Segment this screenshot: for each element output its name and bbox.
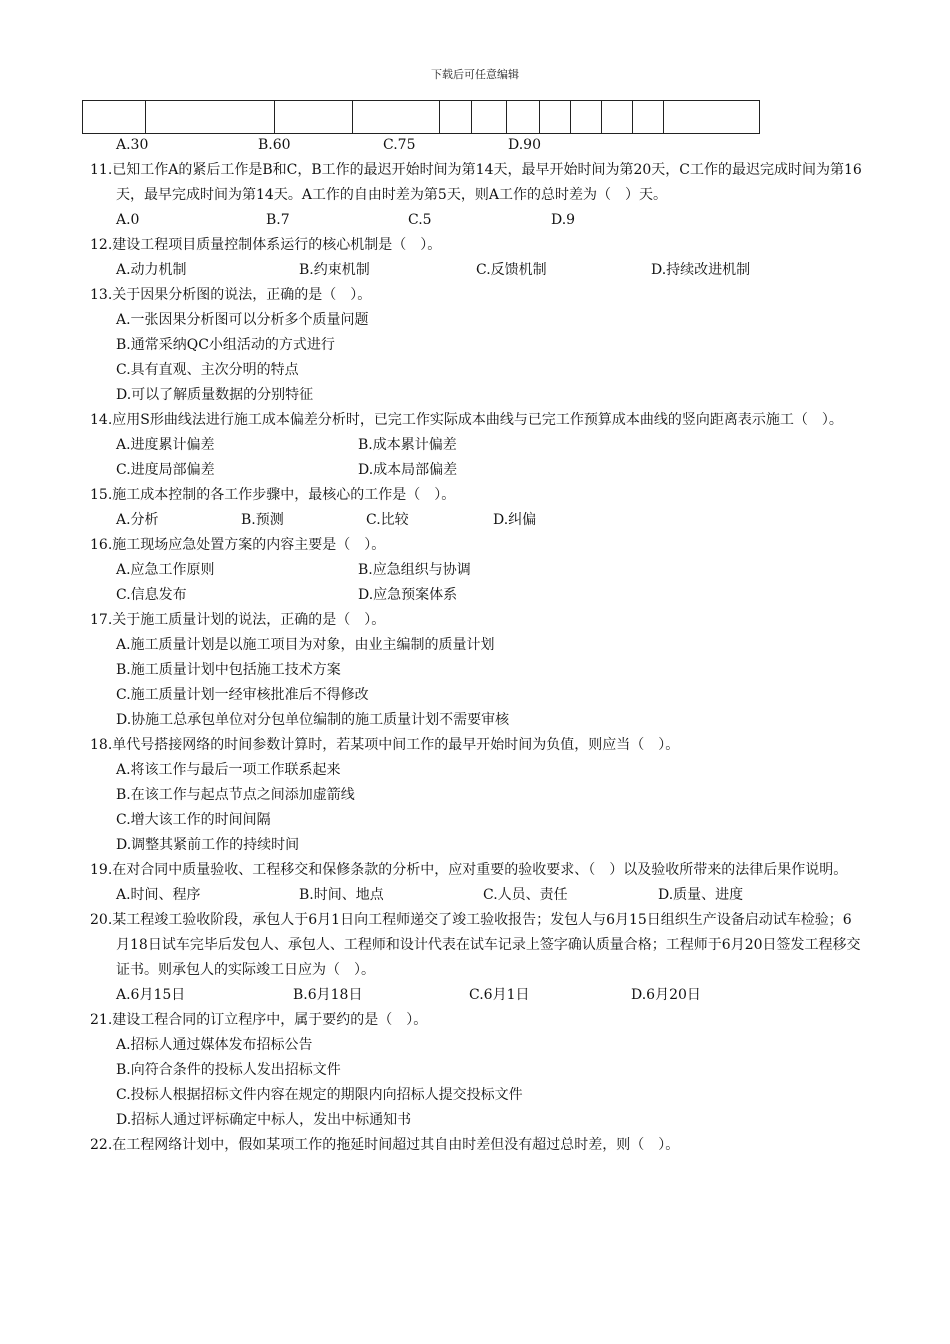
option: A.分析	[116, 512, 159, 528]
options-row	[90, 983, 865, 1008]
option: C.比较	[366, 512, 409, 528]
option	[90, 658, 865, 683]
option	[90, 1058, 865, 1083]
question-stem: 16.施工现场应急处置方案的内容主要是（ ）。	[90, 537, 386, 553]
options-row	[90, 208, 865, 233]
option: B.7	[266, 212, 290, 228]
option: B.时间、地点	[299, 887, 384, 903]
option	[90, 1108, 865, 1133]
question-stem: 13.关于因果分析图的说法，正确的是（ ）。	[90, 287, 372, 303]
option-text: B.通常采纳QC小组活动的方式进行	[116, 337, 335, 353]
option	[90, 833, 865, 858]
option	[90, 383, 865, 408]
option: C.反馈机制	[476, 262, 547, 278]
option-text: C.投标人根据招标文件内容在规定的期限内向招标人提交投标文件	[116, 1087, 523, 1103]
question-stem: 11.已知工作A的紧后工作是B和C，B工作的最迟开始时间为第14天，最早开始时间为第20天，C工作的最迟完成时间为第16天，最早完成时间为第14天。A工作的自由时差为第5天，则A工作的总时差为（ ）天。	[90, 162, 862, 203]
option: B.成本累计偏差	[358, 437, 457, 453]
grid-cell	[571, 101, 602, 134]
option: A.6月15日	[116, 987, 186, 1003]
options-row	[90, 258, 865, 283]
grid-cell	[633, 101, 664, 134]
grid-cell	[275, 101, 353, 134]
option: C.75	[383, 137, 416, 153]
option: D.应急预案体系	[358, 587, 458, 603]
grid-cell	[472, 101, 507, 134]
option: B.应急组织与协调	[358, 562, 471, 578]
grid-cell	[664, 101, 760, 134]
option-text: C.增大该工作的时间间隔	[116, 812, 271, 828]
grid-cell	[602, 101, 633, 134]
option: A.时间、程序	[116, 887, 201, 903]
question-stem: 21.建设工程合同的订立程序中，属于要约的是（ ）。	[90, 1012, 428, 1028]
grid-cell	[353, 101, 440, 134]
option: C.6月1日	[469, 987, 530, 1003]
options-row	[90, 508, 865, 533]
options-row	[90, 133, 865, 158]
answer-grid-table	[82, 100, 760, 134]
option: A.30	[116, 137, 149, 153]
question-stem: 22.在工程网络计划中，假如某项工作的拖延时间超过其自由时差但没有超过总时差，则（ ）。	[90, 1137, 680, 1153]
option-text: B.向符合条件的投标人发出招标文件	[116, 1062, 341, 1078]
option	[90, 333, 865, 358]
option: D.成本局部偏差	[358, 462, 458, 478]
option-text: A.将该工作与最后一项工作联系起来	[116, 762, 341, 778]
option: D.9	[551, 212, 576, 228]
options-row	[90, 883, 865, 908]
options-row	[90, 558, 865, 583]
option: D.6月20日	[631, 987, 701, 1003]
option: B.预测	[241, 512, 284, 528]
question-stem: 17.关于施工质量计划的说法，正确的是（ ）。	[90, 612, 386, 628]
option: B.6月18日	[293, 987, 363, 1003]
option-text: C.施工质量计划一经审核批准后不得修改	[116, 687, 369, 703]
option: C.5	[408, 212, 432, 228]
option-text: D.协施工总承包单位对分包单位编制的施工质量计划不需要审核	[116, 712, 510, 728]
option-text: A.一张因果分析图可以分析多个质量问题	[116, 312, 369, 328]
option-text: B.在该工作与起点节点之间添加虚箭线	[116, 787, 355, 803]
grid-cell	[440, 101, 472, 134]
question-stem: 18.单代号搭接网络的时间参数计算时，若某项中间工作的最早开始时间为负值，则应当（ ）。	[90, 737, 680, 753]
option-text: B.施工质量计划中包括施工技术方案	[116, 662, 341, 678]
option: C.信息发布	[116, 587, 187, 603]
question-stem: 20.某工程竣工验收阶段，承包人于6月1日向工程师递交了竣工验收报告；发包人与6月15日组织生产设备启动试车检验；6月18日试车完毕后发包人、承包人、工程师和设计代表在试车记录上签字确认质量合格；工程师于6月20日签发工程移交证书。则承包人的实际竣工日应为（ ）。	[90, 912, 861, 978]
option: A.动力机制	[116, 262, 187, 278]
option: A.应急工作原则	[116, 562, 215, 578]
options-row	[90, 433, 865, 458]
page-header: 下载后可任意编辑	[431, 68, 519, 81]
question-stem: 12.建设工程项目质量控制体系运行的核心机制是（ ）。	[90, 237, 442, 253]
option-text: D.调整其紧前工作的持续时间	[116, 837, 300, 853]
question-list	[90, 133, 865, 1158]
option: B.60	[258, 137, 291, 153]
grid-cell	[146, 101, 275, 134]
question-stem: 19.在对合同中质量验收、工程移交和保修条款的分析中，应对重要的验收要求、（ ）以及验收所带来的法律后果作说明。	[90, 862, 848, 878]
option: B.约束机制	[299, 262, 370, 278]
option	[90, 1083, 865, 1108]
option-text: A.施工质量计划是以施工项目为对象，由业主编制的质量计划	[116, 637, 495, 653]
option: D.90	[508, 137, 541, 153]
option: A.0	[116, 212, 140, 228]
option	[90, 1033, 865, 1058]
grid-cell	[507, 101, 540, 134]
question-stem: 14.应用S形曲线法进行施工成本偏差分析时，已完工作实际成本曲线与已完工作预算成本曲线的竖向距离表示施工（ ）。	[90, 412, 843, 428]
option: C.人员、责任	[483, 887, 568, 903]
option	[90, 683, 865, 708]
options-row	[90, 458, 865, 483]
option-text: D.可以了解质量数据的分别特征	[116, 387, 314, 403]
option	[90, 633, 865, 658]
question-stem: 15.施工成本控制的各工作步骤中，最核心的工作是（ ）。	[90, 487, 456, 503]
option: D.持续改进机制	[651, 262, 751, 278]
option: D.纠偏	[493, 512, 537, 528]
option	[90, 783, 865, 808]
option-text: A.招标人通过媒体发布招标公告	[116, 1037, 313, 1053]
grid-cell	[83, 101, 146, 134]
option	[90, 758, 865, 783]
option: D.质量、进度	[658, 887, 744, 903]
option: A.进度累计偏差	[116, 437, 215, 453]
option	[90, 808, 865, 833]
option-text: D.招标人通过评标确定中标人，发出中标通知书	[116, 1112, 412, 1128]
option: C.进度局部偏差	[116, 462, 215, 478]
option-text: C.具有直观、主次分明的特点	[116, 362, 299, 378]
options-row	[90, 583, 865, 608]
option	[90, 708, 865, 733]
option	[90, 358, 865, 383]
grid-cell	[540, 101, 571, 134]
option	[90, 308, 865, 333]
